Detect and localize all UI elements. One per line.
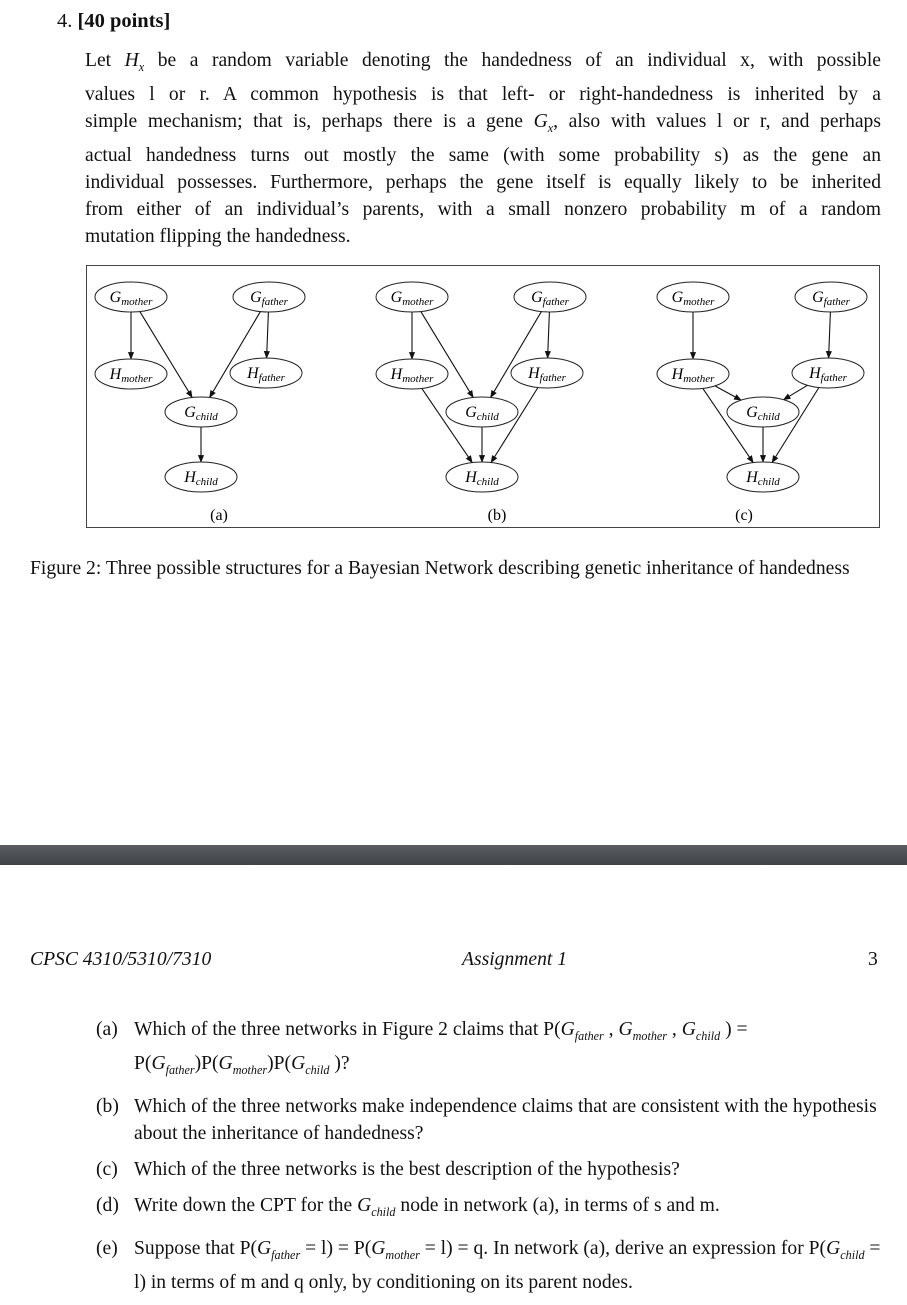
node-label-b-g_child: Gchild (465, 404, 499, 423)
part-label: (e) (96, 1237, 118, 1259)
node-label-b-h_mother: Hmother (390, 366, 434, 385)
question-parts (96, 1016, 882, 1305)
panel-label-b: (b) (487, 507, 507, 524)
part-c (96, 1156, 882, 1183)
node-label-a-h_father: Hfather (247, 365, 285, 384)
node-label-b-g_father: Gfather (531, 289, 569, 308)
node-label-c-g_father: Gfather (812, 289, 850, 308)
edge-a-g_father-h_father (267, 312, 269, 358)
figure-caption: Figure 2: Three possible structures for a Bayesian Network describing genetic inheritance of handedness (30, 558, 850, 579)
part-label: (c) (96, 1158, 118, 1180)
edge-c-h_mother-g_child (715, 386, 741, 400)
question-number: 4. (57, 10, 73, 32)
panel-label-c: (c) (735, 507, 753, 524)
page-divider (0, 845, 907, 865)
part-label: (d) (96, 1194, 119, 1216)
para-line-5: individual possesses. Furthermore, perhaps the gene itself is equally likely to be inherited (85, 171, 881, 193)
node-label-b-h_child: Hchild (465, 469, 499, 488)
node-label-c-h_father: Hfather (809, 365, 847, 384)
figure-box (86, 265, 880, 528)
node-label-c-g_child: Gchild (746, 404, 780, 423)
para-line-7: mutation flipping the handedness. (85, 225, 351, 247)
footer-title: Assignment 1 (462, 949, 568, 970)
bayes-network-figure (87, 266, 879, 527)
node-label-c-h_child: Hchild (746, 469, 780, 488)
node-label-a-g_child: Gchild (184, 404, 218, 423)
question-paragraph (85, 47, 881, 250)
node-label-b-g_mother: Gmother (390, 289, 434, 308)
part-a (96, 1016, 882, 1084)
part-text: Suppose that $P(G_{father} = l) = P(G_{mother} = l) = q$. In network (a), derive an expression for $P(G_{child} = l)$ in terms of m and q only, by conditioning on its parent nodes. (134, 1237, 881, 1293)
panel-label-a: (a) (210, 507, 228, 524)
part-b (96, 1093, 882, 1147)
question-header (57, 10, 170, 33)
para-line-4: actual handedness turns out mostly the same (with some probability s) as the gene an (85, 144, 881, 166)
question-points: [40 points] (77, 10, 171, 32)
node-label-a-h_mother: Hmother (109, 366, 153, 385)
node-label-c-h_mother: Hmother (671, 366, 715, 385)
part-d (96, 1192, 882, 1226)
node-label-a-g_father: Gfather (250, 289, 288, 308)
para-line-1: Let $H_x$ be a random variable denoting the handedness of an individual x, with possible (85, 50, 881, 74)
part-e (96, 1235, 882, 1296)
para-line-2: values l or r. A common hypothesis is that left- or right-handedness is inherited by a (85, 83, 881, 105)
para-line-6: from either of an individual’s parents, with a small nonzero probability m of a random (85, 198, 881, 220)
para-line-3: simple mechanism; that is, perhaps there is a gene $G_x$, also with values l or r, and perhaps (85, 110, 881, 135)
footer-course: CPSC 4310/5310/7310 (30, 949, 212, 970)
node-label-b-h_father: Hfather (528, 365, 566, 384)
node-label-a-g_mother: Gmother (109, 289, 153, 308)
node-label-a-h_child: Hchild (184, 469, 218, 488)
part-text: Write down the CPT for the $G_{child}$ node in network (a), in terms of s and m. (134, 1194, 720, 1219)
edge-c-g_father-h_father (829, 312, 831, 358)
edge-b-g_father-h_father (548, 312, 550, 358)
part-text: Which of the three networks make independence claims that are consistent with the hypothesis about the inheritance of handedness? (134, 1095, 877, 1144)
part-label: (b) (96, 1095, 119, 1117)
footer-page: 3 (868, 949, 878, 970)
node-label-c-g_mother: Gmother (671, 289, 715, 308)
part-text: Which of the three networks in Figure 2 claims that $P(G_{father}$ , $G_{mother}$ , $G_{child}$ ) = $P(G_{father})P(G_{mother})P(G_{child}$ )? (134, 1019, 748, 1077)
part-label: (a) (96, 1019, 118, 1040)
part-text: Which of the three networks is the best description of the hypothesis? (134, 1158, 680, 1180)
edge-c-h_father-g_child (784, 385, 808, 399)
